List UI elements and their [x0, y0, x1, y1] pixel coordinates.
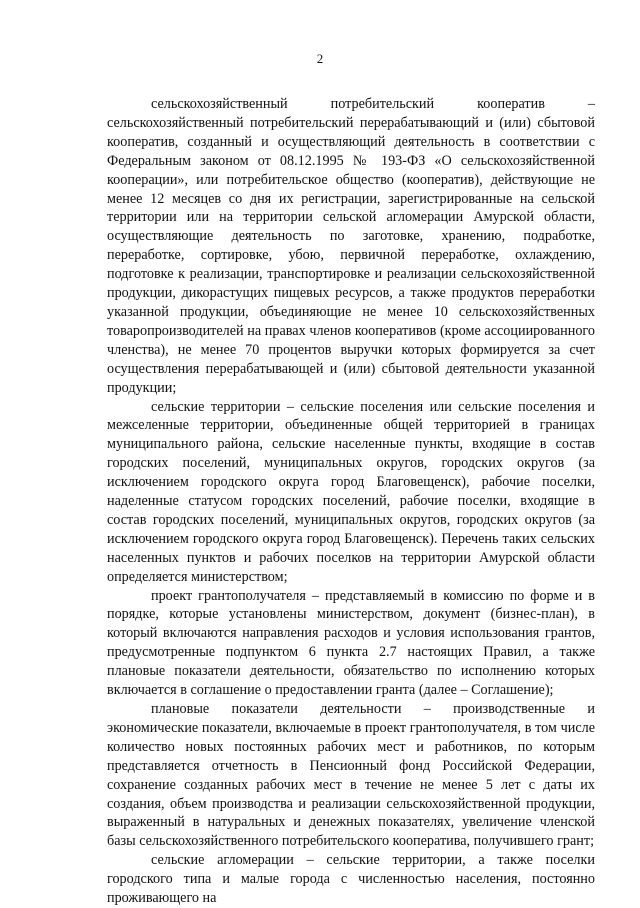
paragraph-rural-territories-definition: сельские территории – сельские поселения или сельские поселения и межселенные территории, объединенные общей территорией в границах муниципального района, сельские населенные пункты, входящие в состав городских поселений, муниципальных округов, городских округов (за исключением городского округа город Благовещенск), рабочие поселки, наделенные статусом городских поселений, рабочие поселки, входящие в состав городских поселений, муниципальных округов, городских округов (за исключением городского округа город Благовещенск). Перечень таких сельских населенных пунктов и рабочих поселков на территории Амурской области определяется министерством;	[107, 398, 595, 585]
paragraph-planned-indicators-definition: плановые показатели деятельности – производственные и экономические показатели, включаемые в проект грантополучателя, в том числе количество новых постоянных рабочих мест и работников, по которым представляется отчетность в Пенсионный фонд Российской Федерации, сохранение созданных рабочих мест в течение не менее 5 лет с даты их создания, объем производства и реализации сельскохозяйственной продукции, выраженный в натуральных и денежных показателях, увеличение членской базы сельскохозяйственного потребительского кооператива, получившего грант;	[107, 701, 595, 850]
page-number: 2	[316, 51, 324, 66]
document-body	[107, 95, 595, 908]
paragraph-grantee-project-definition: проект грантополучателя – представляемый в комиссию по форме и в порядке, которые установлены министерством, документ (бизнес-план), в который включаются направления расходов и условия использования грантов, предусмотренные подпунктом 6 пункта 2.7 настоящих Правил, а также плановые показатели деятельности, обязательство по исполнению которых включается в соглашение о предоставлении гранта (далее – Соглашение);	[107, 587, 595, 699]
paragraph-rural-agglomerations-definition: сельские агломерации – сельские территории, а также поселки городского типа и малые города с численностью населения, постоянно проживающего на	[107, 852, 595, 907]
paragraph-cooperative-definition: сельскохозяйственный потребительский кооператив – сельскохозяйственный потребительский перерабатывающий и (или) сбытовой кооператив, созданный и осуществляющий деятельность в соответствии с Федеральным законом от 08.12.1995 № 193-ФЗ «О сельскохозяйственной кооперации», или потребительское общество (кооператив), действующие не менее 12 месяцев со дня их регистрации, зарегистрированные на сельской территории или на территории сельской агломерации Амурской области, осуществляющие деятельность по заготовке, хранению, подработке, переработке, сортировке, убою, первичной переработке, охлаждению, подготовке к реализации, транспортировке и реализации сельскохозяйственной продукции, дикорастущих пищевых ресурсов, а также продуктов переработки указанной продукции, объединяющие не менее 10 сельскохозяйственных товаропроизводителей на правах членов кооперативов (кроме ассоциированного членства), не менее 70 процентов выручки которых формируется за счет осуществления перерабатывающей и (или) сбытовой деятельности указанной продукции;	[107, 96, 595, 396]
